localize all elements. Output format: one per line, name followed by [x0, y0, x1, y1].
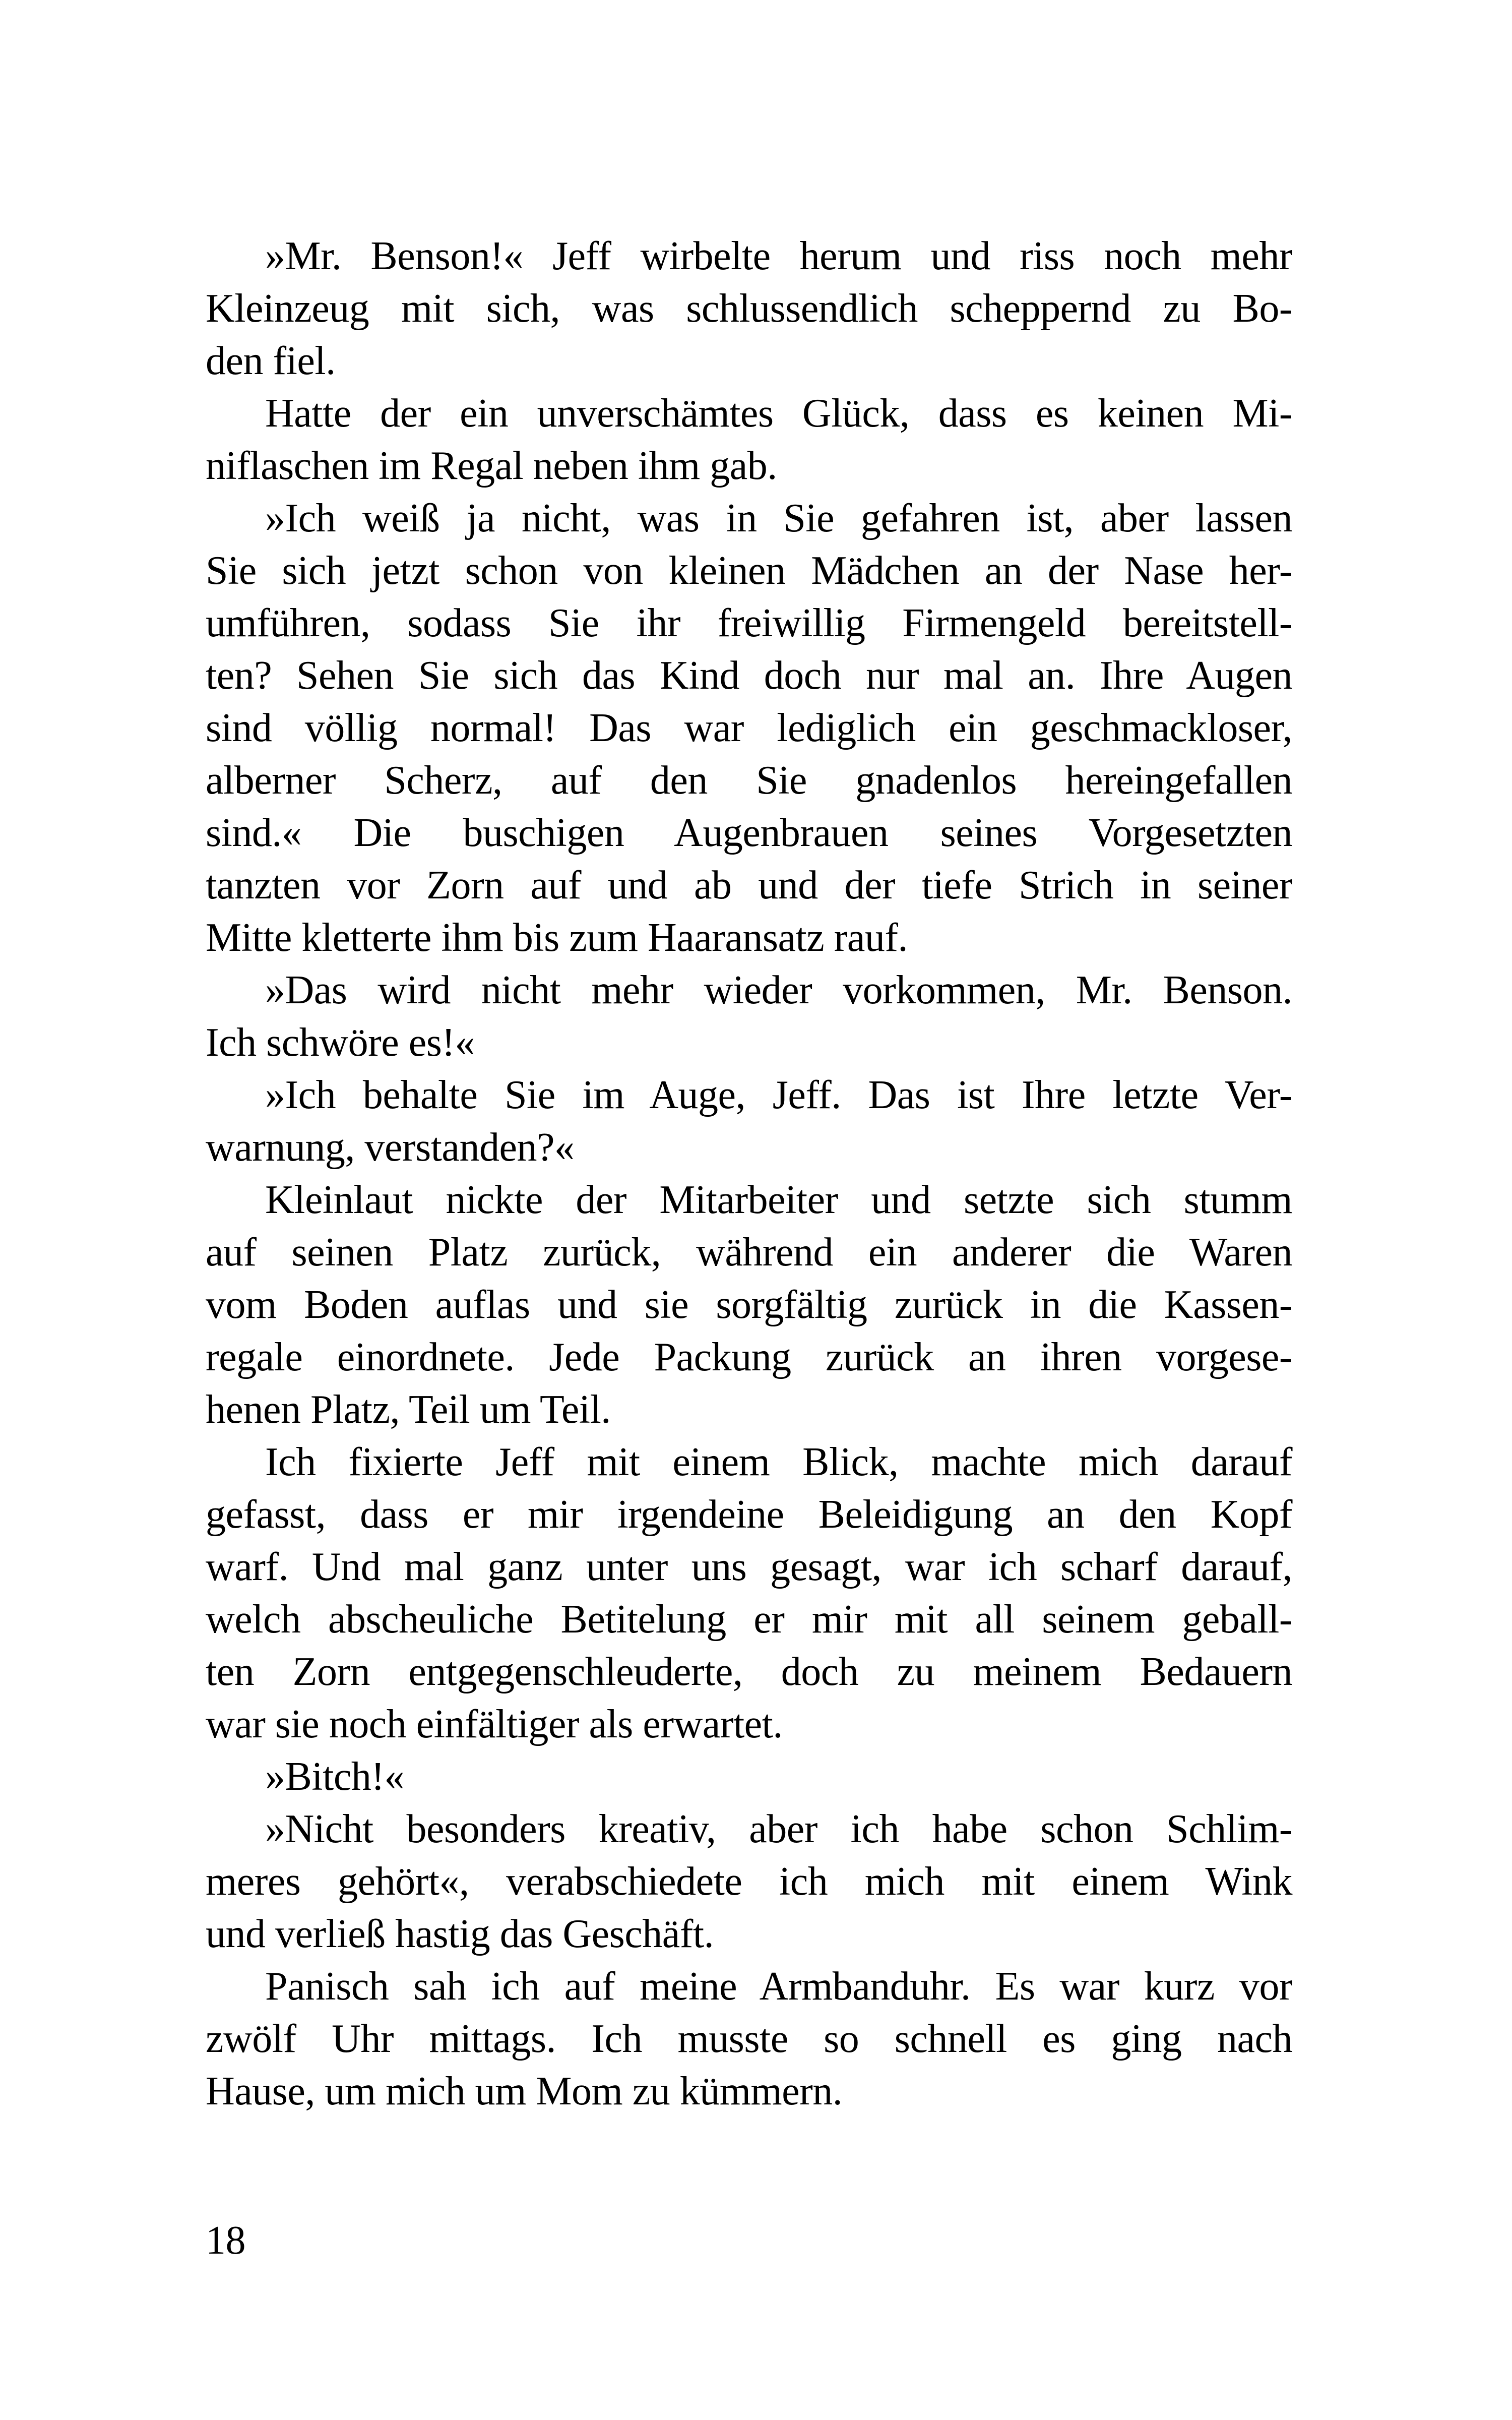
text-line: Kleinzeug mit sich, was schlussendlich scheppernd zu Bo- — [206, 286, 1292, 331]
text-line: sind.« Die buschigen Augenbrauen seines Vorgesetzten — [206, 811, 1292, 855]
text-line: und verließ hastig das Geschäft. — [206, 1912, 714, 1956]
text-line: Hatte der ein unverschämtes Glück, dass es keinen Mi- — [265, 391, 1292, 436]
text-line: alberner Scherz, auf den Sie gnadenlos hereingefallen — [206, 758, 1292, 803]
paragraph — [206, 1803, 1292, 1960]
paragraph — [206, 1174, 1292, 1436]
text-line: Kleinlaut nickte der Mitarbeiter und setzte sich stumm — [265, 1178, 1292, 1222]
text-line: regale einordnete. Jede Packung zurück an ihren vorgese- — [206, 1335, 1292, 1379]
paragraph — [206, 387, 1292, 492]
text-line: war sie noch einfältiger als erwartet. — [206, 1702, 783, 1746]
text-line: niflaschen im Regal neben ihm gab. — [206, 444, 777, 488]
text-line: Ich fixierte Jeff mit einem Blick, machte mich darauf — [265, 1440, 1292, 1484]
paragraph — [206, 1960, 1292, 2118]
paragraph — [206, 492, 1292, 964]
paragraph — [206, 964, 1292, 1069]
text-line: vom Boden auflas und sie sorgfältig zurück in die Kassen- — [206, 1283, 1292, 1327]
text-line: Ich schwöre es!« — [206, 1020, 475, 1065]
text-line: Mitte kletterte ihm bis zum Haaransatz rauf. — [206, 916, 908, 960]
text-line: den fiel. — [206, 339, 336, 383]
text-line: Panisch sah ich auf meine Armbanduhr. Es war kurz vor — [265, 1964, 1292, 2009]
paragraph — [206, 1750, 1292, 1803]
text-line: umführen, sodass Sie ihr freiwillig Firmengeld bereitstell- — [206, 601, 1292, 645]
text-line: ten Zorn entgegenschleuderte, doch zu meinem Bedauern — [206, 1650, 1292, 1694]
text-line: sind völlig normal! Das war lediglich ein geschmackloser, — [206, 706, 1292, 750]
text-line: »Bitch!« — [265, 1754, 404, 1799]
text-line: »Ich weiß ja nicht, was in Sie gefahren ist, aber lassen — [265, 496, 1292, 540]
text-line: warf. Und mal ganz unter uns gesagt, war ich scharf darauf, — [206, 1545, 1292, 1589]
paragraph — [206, 1069, 1292, 1174]
text-line: »Nicht besonders kreativ, aber ich habe schon Schlim- — [265, 1807, 1292, 1851]
text-line: zwölf Uhr mittags. Ich musste so schnell es ging nach — [206, 2017, 1292, 2061]
text-line: »Das wird nicht mehr wieder vorkommen, Mr. Benson. — [265, 968, 1292, 1012]
text-line: meres gehört«, verabschiedete ich mich mit einem Wink — [206, 1859, 1292, 1904]
paragraph — [206, 230, 1292, 387]
paragraph — [206, 1436, 1292, 1750]
text-line: gefasst, dass er mir irgendeine Beleidigung an den Kopf — [206, 1492, 1292, 1537]
text-line: welch abscheuliche Betitelung er mir mit all seinem geball- — [206, 1597, 1292, 1642]
text-line: auf seinen Platz zurück, während ein anderer die Waren — [206, 1230, 1292, 1275]
text-line: tanzten vor Zorn auf und ab und der tiefe Strich in seiner — [206, 863, 1292, 908]
text-line: henen Platz, Teil um Teil. — [206, 1387, 611, 1432]
text-line: warnung, verstanden?« — [206, 1125, 575, 1170]
text-line: Sie sich jetzt schon von kleinen Mädchen an der Nase her- — [206, 549, 1292, 593]
page-number: 18 — [206, 2218, 245, 2263]
body-text — [206, 230, 1292, 2118]
text-line: ten? Sehen Sie sich das Kind doch nur mal an. Ihre Augen — [206, 653, 1292, 698]
text-line: »Ich behalte Sie im Auge, Jeff. Das ist Ihre letzte Ver- — [265, 1073, 1292, 1117]
text-line: Hause, um mich um Mom zu kümmern. — [206, 2069, 843, 2113]
text-line: »Mr. Benson!« Jeff wirbelte herum und riss noch mehr — [265, 234, 1292, 278]
